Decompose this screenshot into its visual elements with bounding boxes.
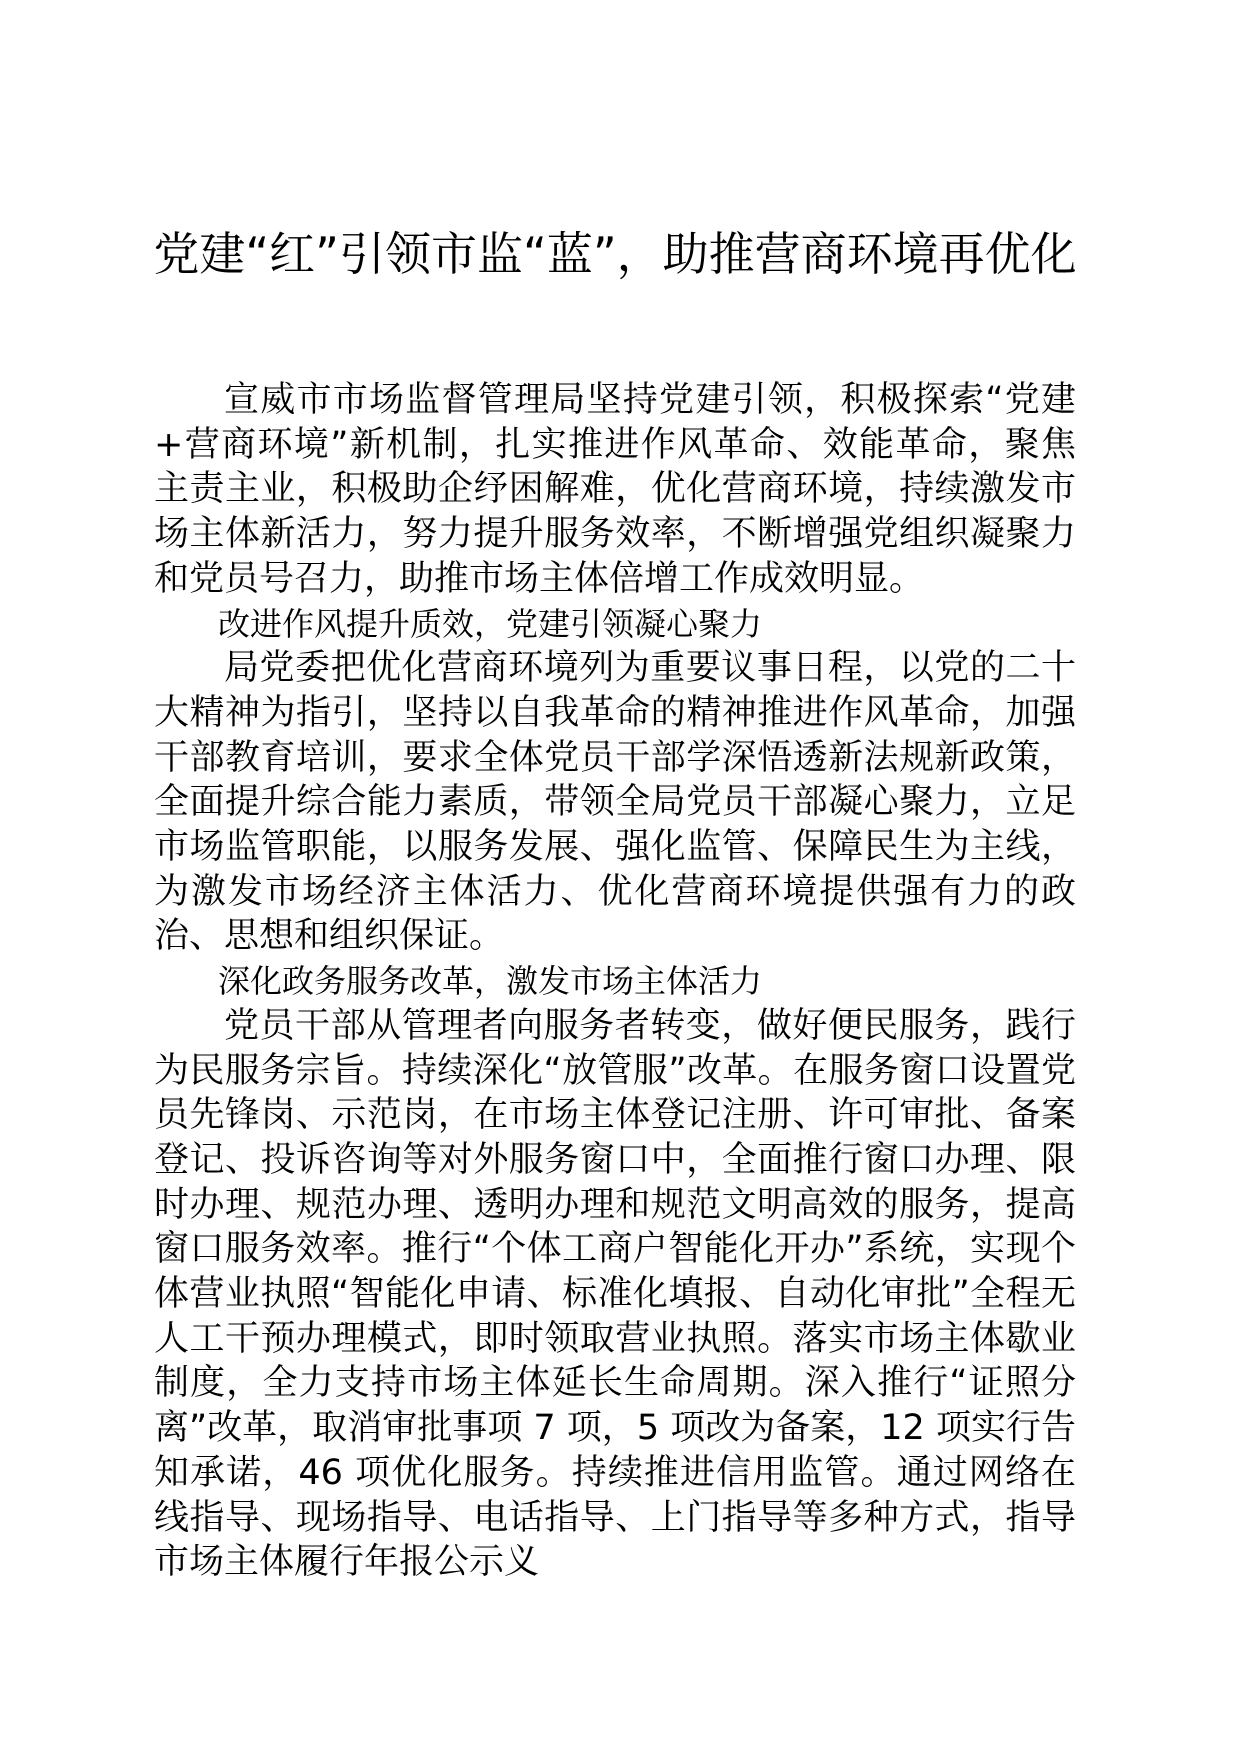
section-heading-2: 深化政务服务改革，激发市场主体活力 <box>218 962 763 1001</box>
document-title: 党建“红”引领市监“蓝”，助推营商环境再优化 <box>153 227 1077 281</box>
paragraph-intro: 宣威市市场监督管理局坚持党建引领，积极探索“党建+营商环境”新机制，扎实推进作风革命、效能革命，聚焦主责主业，积极助企纾困解难，优化营商环境，持续激发市场主体新活力，努力提升服务效率，不断增强党组织凝聚力和党员号召力，助推市场主体倍增工作成效明显。 <box>154 380 1076 599</box>
document-body <box>154 378 1076 1585</box>
paragraph-section-1: 局党委把优化营商环境列为重要议事日程，以党的二十大精神为指引，坚持以自我革命的精神推进作风革命，加强干部教育培训，要求全体党员干部学深悟透新法规新政策，全面提升综合能力素质，带领全局党员干部凝心聚力，立足市场监管职能，以服务发展、强化监管、保障民生为主线，为激发市场经济主体活力、优化营商环境提供强有力的政治、思想和组织保证。 <box>154 648 1076 957</box>
paragraph-section-2: 党员干部从管理者向服务者转变，做好便民服务，践行为民服务宗旨。持续深化“放管服”改革。在服务窗口设置党员先锋岗、示范岗，在市场主体登记注册、许可审批、备案登记、投诉咨询等对外服务窗口中，全面推行窗口办理、限时办理、规范办理、透明办理和规范文明高效的服务，提高窗口服务效率。推行“个体工商户智能化开办”系统，实现个体营业执照“智能化申请、标准化填报、自动化审批”全程无人工干预办理模式，即时领取营业执照。落实市场主体歇业制度，全力支持市场主体延长生命周期。深入推行“证照分离”改革，取消审批事项 7 项，5 项改为备案，12 项实行告知承诺，46 项优化服务。持续推进信用监管。通过网络在线指导、现场指导、电话指导、上门指导等多种方式，指导市场主体履行年报公示义 <box>154 1005 1076 1583</box>
section-heading-1: 改进作风提升质效，党建引领凝心聚力 <box>218 604 763 643</box>
